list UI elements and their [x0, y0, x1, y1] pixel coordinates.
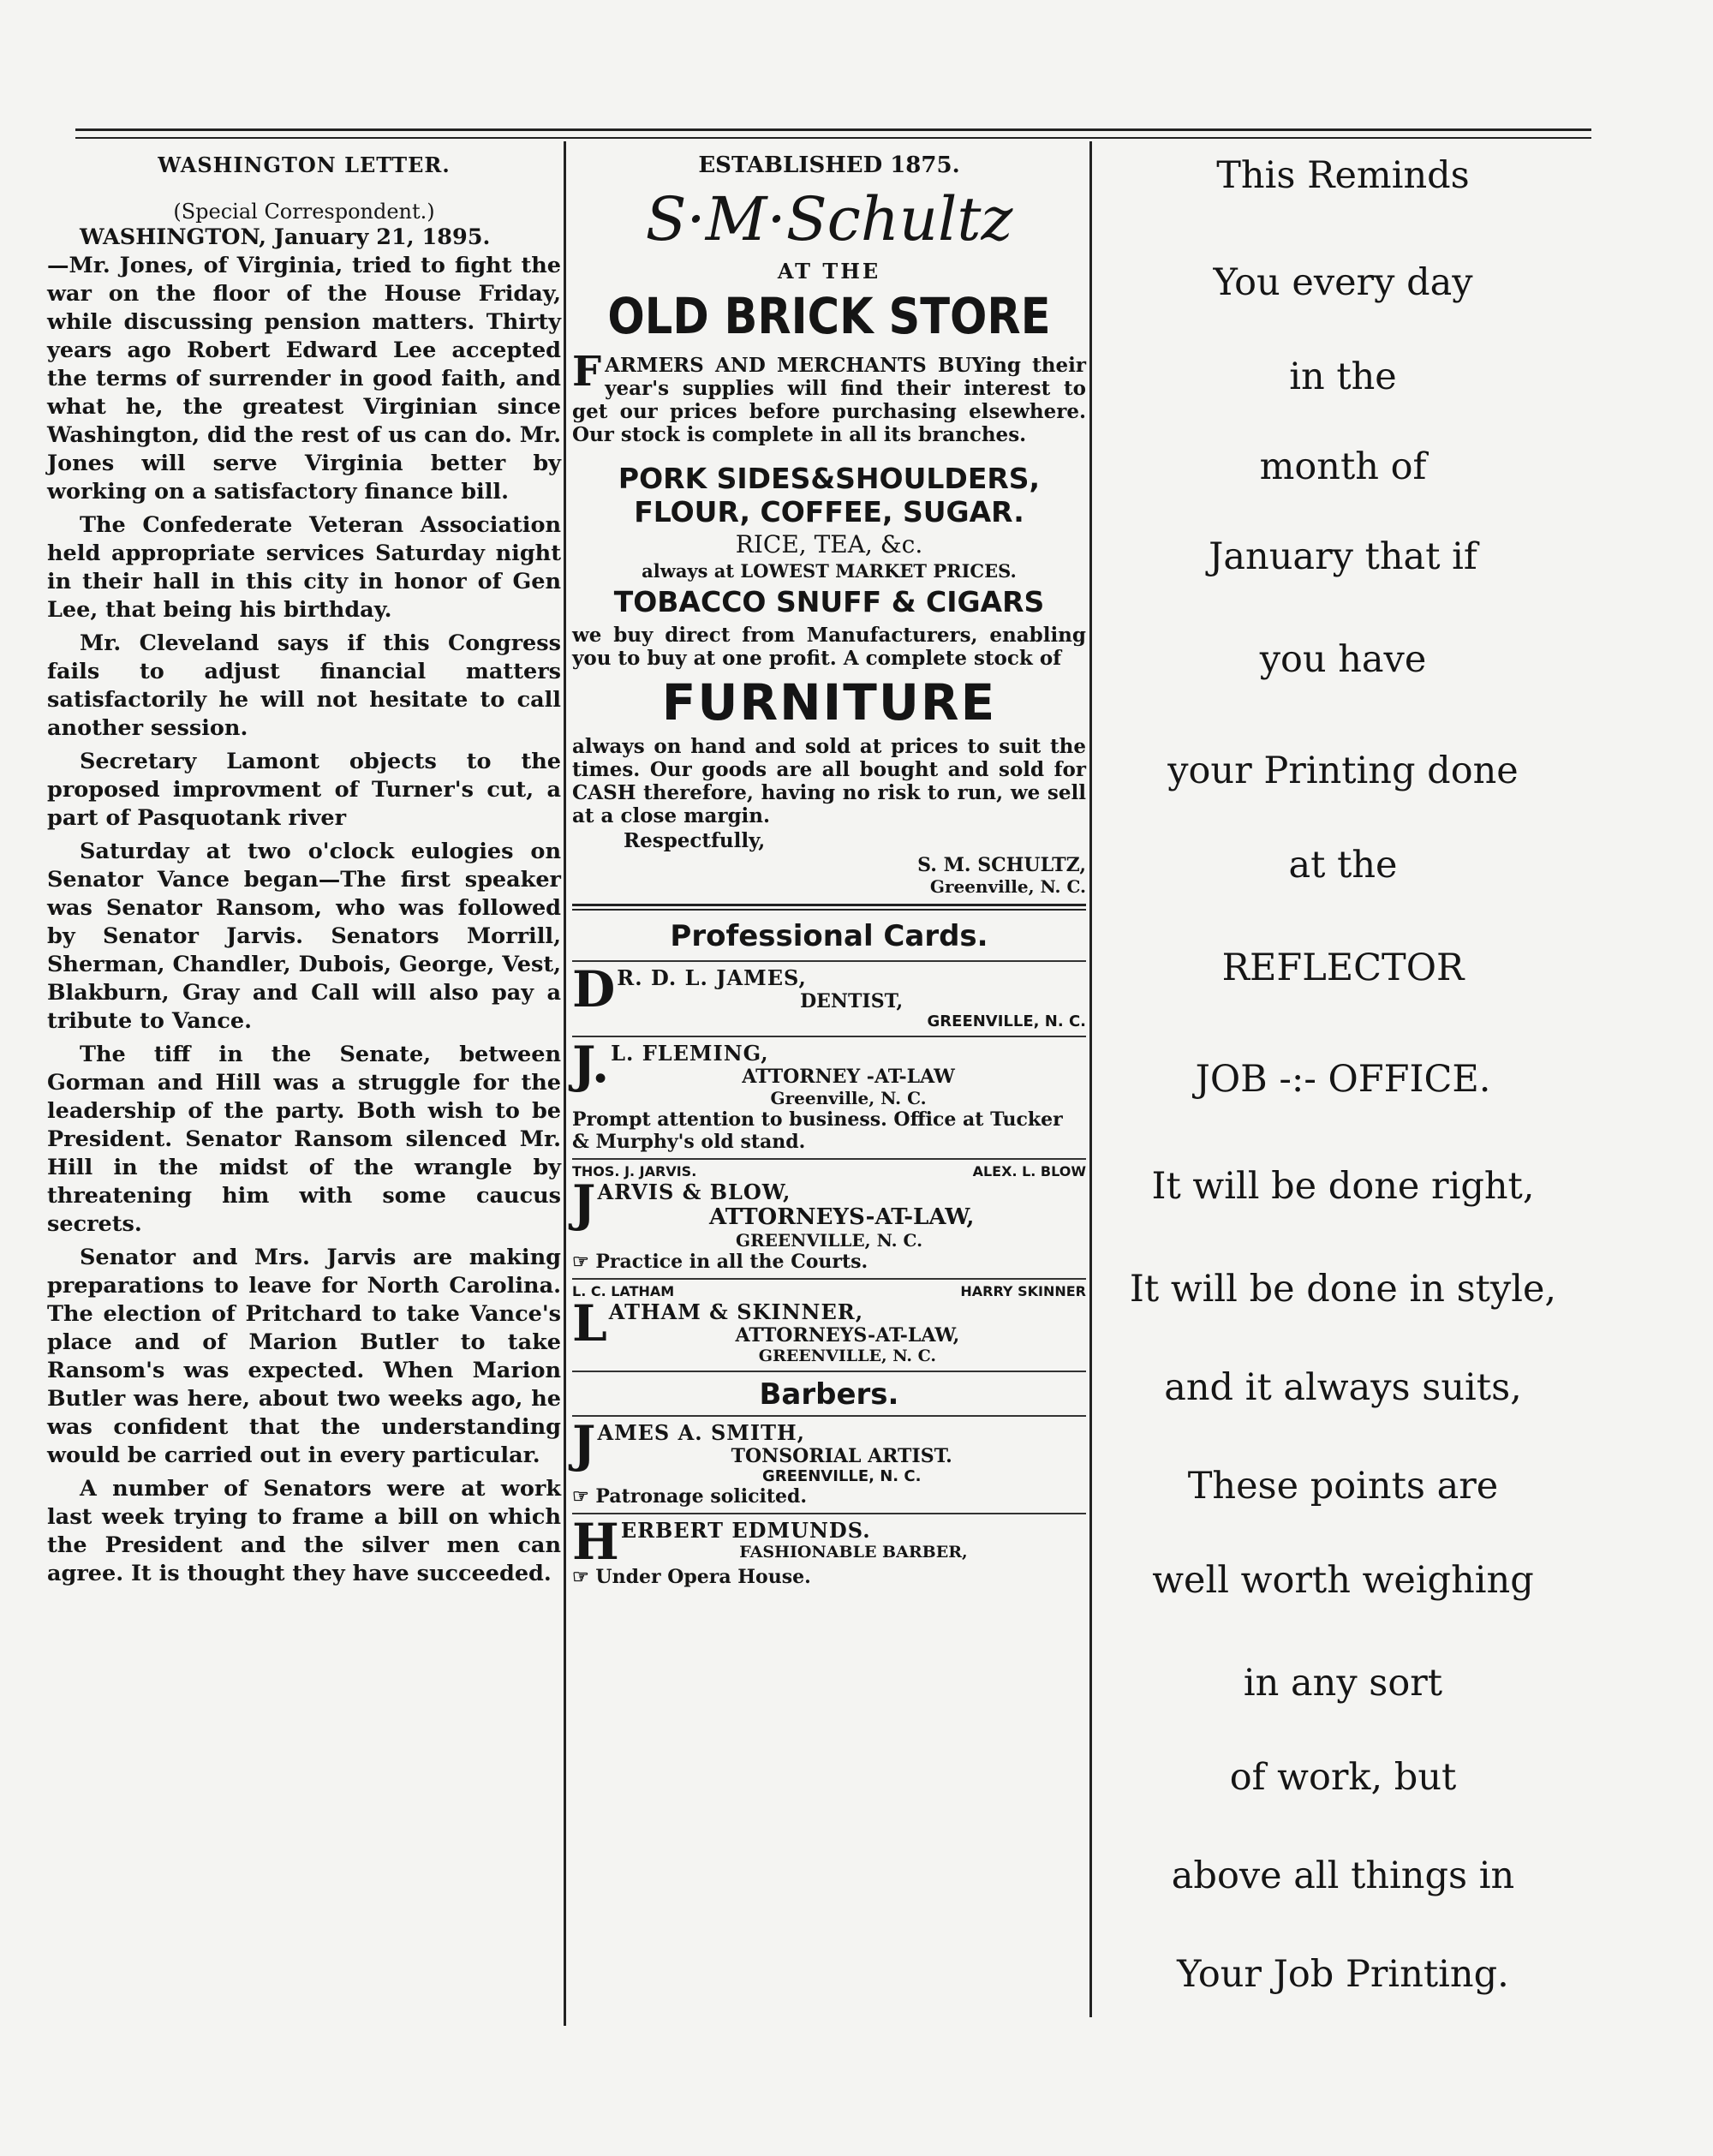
card-drop-cap: D: [572, 960, 616, 1018]
reflector-line: you have: [1259, 638, 1427, 681]
tobacco-line: TOBACCO SNUFF & CIGARS: [613, 585, 1045, 618]
card-title: ATTORNEY -AT-LAW: [742, 1066, 955, 1088]
article-paragraph: Saturday at two o'clock eulogies on Senator Vance began—The first speaker was Senator Ransom, who was followed by Senator Jarvis. Senators Morrill, Sherman, Chandler, Dubois, George, Vest, Blakburn, Gray and Call will also pay a tribute to Vance.: [47, 839, 561, 1034]
card-title: DENTIST,: [800, 990, 904, 1012]
card-title: ATTORNEYS-AT-LAW,: [735, 1324, 960, 1347]
pointing-hand-icon: ☞: [572, 1485, 596, 1508]
card-drop-cap: J: [572, 1415, 596, 1473]
reflector-line: This Reminds: [1216, 154, 1470, 197]
card-partners: [572, 1283, 1086, 1299]
card-note: Prompt attention to business. Office at Tucker & Murphy's old stand.: [572, 1108, 1063, 1153]
card-james: [572, 962, 1086, 1037]
card-location: Greenville, N. C.: [770, 1088, 927, 1108]
card-title: ATTORNEYS-AT-LAW,: [709, 1204, 975, 1230]
rice-line: RICE, TEA, &c.: [735, 530, 923, 558]
top-rule: [75, 128, 1591, 131]
reflector-line: month of: [1259, 445, 1427, 488]
article-byline: (Special Correspondent.): [173, 200, 435, 224]
card-name: R. D. L. JAMES,: [617, 965, 807, 990]
card-jarvis-blow: [572, 1160, 1086, 1280]
barbers-heading: Barbers.: [759, 1377, 899, 1412]
card-partners: [572, 1163, 1086, 1180]
card-partner-right: ALEX. L. BLOW: [972, 1163, 1086, 1180]
reflector-line: It will be done right,: [1151, 1165, 1535, 1208]
article-paragraph: The Confederate Veteran Association held appropriate services Saturday night in their hall in this city in honor of Gen Lee, that being his birthday.: [47, 512, 561, 623]
store-name: OLD BRICK STORE: [607, 287, 1051, 345]
card-drop-cap: J.: [572, 1036, 610, 1094]
card-location: GREENVILLE, N. C.: [761, 1467, 922, 1485]
at-the-label: AT THE: [777, 259, 881, 284]
professional-cards-heading: Professional Cards.: [670, 919, 988, 953]
card-name: ERBERT EDMUNDS.: [620, 1518, 871, 1543]
article-dateline: WASHINGTON, January 21, 1895.: [80, 224, 491, 250]
washington-letter-column: [47, 146, 561, 1593]
column-divider-left: [564, 141, 566, 2026]
reflector-line: REFLECTOR: [1221, 947, 1465, 989]
card-title: FASHIONABLE BARBER,: [739, 1543, 968, 1562]
top-rule-inner: [75, 137, 1591, 139]
flour-line: FLOUR, COFFEE, SUGAR.: [634, 495, 1024, 529]
reflector-line: Your Job Printing.: [1177, 1953, 1509, 1996]
section-rule: [572, 904, 1086, 906]
card-note: ☞ Practice in all the Courts.: [572, 1251, 868, 1273]
reflector-line: You every day: [1213, 261, 1473, 304]
established-line: ESTABLISHED 1875.: [698, 152, 960, 178]
reflector-line: It will be done in style,: [1129, 1268, 1557, 1311]
respectfully-line: Respectfully,: [624, 829, 766, 852]
card-name: AMES A. SMITH,: [597, 1420, 805, 1445]
card-name: ATHAM & SKINNER,: [608, 1299, 864, 1324]
article-paragraph: —Mr. Jones, of Virginia, tried to fight the war on the floor of the House Friday, while discussing pension matters. Thirty years ago Robert Edward Lee accepted the terms of surrender in good faith, and what he, the greatest Virginian since Washington, did the rest of us can do. Mr. Jones will serve Virginia better by working on a satisfactory finance bill.: [47, 253, 561, 505]
schultz-script-name: S·M·Schultz: [645, 184, 1013, 254]
reflector-line: in the: [1289, 355, 1397, 398]
column-divider-right: [1089, 141, 1092, 2017]
always-text: always on hand and sold at prices to suit the times. Our goods are all bought and sold for CASH therefore, having no risk to run, we sell at a close margin.: [572, 735, 1086, 827]
reflector-line: of work, but: [1229, 1756, 1457, 1799]
reflector-line: at the: [1288, 844, 1398, 887]
schultz-signature: S. M. SCHULTZ,: [917, 854, 1086, 876]
reflector-line: JOB -:- OFFICE.: [1195, 1058, 1491, 1101]
direct-text: we buy direct from Manufacturers, enabling you to buy at one profit. A complete stock of: [572, 624, 1086, 670]
card-edmunds: [572, 1514, 1086, 1593]
lowest-prices-line: always at LOWEST MARKET PRICES.: [642, 560, 1017, 582]
intro-drop-cap: F: [572, 348, 602, 396]
card-drop-cap: L: [572, 1294, 607, 1353]
article-paragraph: A number of Senators were at work last week trying to frame a bill on which the President and the silver men can agree. It is thought they have succeeded.: [47, 1476, 561, 1586]
article-paragraph: Senator and Mrs. Jarvis are making preparations to leave for North Carolina. The election of Pritchard to take Vance's place and of Marion Butler to take Ransom's was expected. When Marion Butler was here, about two weeks ago, he was confident that the understanding would be carried out in every particular.: [47, 1245, 561, 1468]
card-partner-left: THOS. J. JARVIS.: [572, 1163, 697, 1180]
reflector-line: your Printing done: [1167, 750, 1519, 792]
pork-line: PORK SIDES&SHOULDERS,: [618, 462, 1041, 495]
card-latham-skinner: [572, 1280, 1086, 1372]
reflector-line: in any sort: [1243, 1662, 1443, 1705]
reflector-line: These points are: [1187, 1465, 1499, 1508]
intro-text: [572, 348, 1086, 446]
card-smith: [572, 1417, 1086, 1514]
card-location: GREENVILLE, N. C.: [927, 1012, 1086, 1030]
card-drop-cap: J: [572, 1174, 596, 1233]
card-title: TONSORIAL ARTIST.: [731, 1445, 952, 1467]
pointing-hand-icon: ☞: [572, 1566, 596, 1588]
furniture-heading: FURNITURE: [661, 673, 997, 732]
schultz-city: Greenville, N. C.: [929, 876, 1086, 897]
advertisement-column: [572, 146, 1086, 1593]
card-partner-right: HARRY SKINNER: [960, 1283, 1086, 1299]
reflector-line: well worth weighing: [1152, 1559, 1534, 1602]
intro-body: ARMERS AND MERCHANTS BUYing their year's supplies will find their interest to get our prices before purchasing elsewhere. Our stock is complete in all its branches.: [572, 354, 1086, 446]
article-paragraph: The tiff in the Senate, between Gorman and Hill was a struggle for the leadership of the party. Both wish to be President. Senator Ransom silenced Mr. Hill in the midst of the wrangle by threatening him with some caucus secrets.: [47, 1042, 561, 1237]
card-note: ☞ Under Opera House.: [572, 1566, 811, 1588]
card-name: L. FLEMING,: [611, 1041, 769, 1066]
pointing-hand-icon: ☞: [572, 1251, 596, 1273]
card-fleming: [572, 1037, 1086, 1160]
card-location: GREENVILLE, N. C.: [735, 1230, 923, 1251]
reflector-line: January that if: [1209, 535, 1477, 578]
section-rule: [572, 909, 1086, 911]
article-paragraph: Mr. Cleveland says if this Congress fails to adjust financial matters satisfactorily he will not hesitate to call another session.: [47, 630, 561, 741]
card-partner-left: L. C. LATHAM: [572, 1283, 675, 1299]
article-heading: WASHINGTON LETTER.: [158, 152, 451, 177]
card-name: ARVIS & BLOW,: [597, 1180, 791, 1204]
card-note: ☞ Patronage solicited.: [572, 1485, 808, 1508]
reflector-line: above all things in: [1171, 1854, 1515, 1897]
article-paragraph: Secretary Lamont objects to the proposed improvment of Turner's cut, a part of Pasquotank river: [47, 749, 561, 831]
card-drop-cap: H: [572, 1513, 619, 1571]
reflector-line: and it always suits,: [1164, 1366, 1522, 1409]
card-location: GREENVILLE, N. C.: [758, 1347, 936, 1365]
